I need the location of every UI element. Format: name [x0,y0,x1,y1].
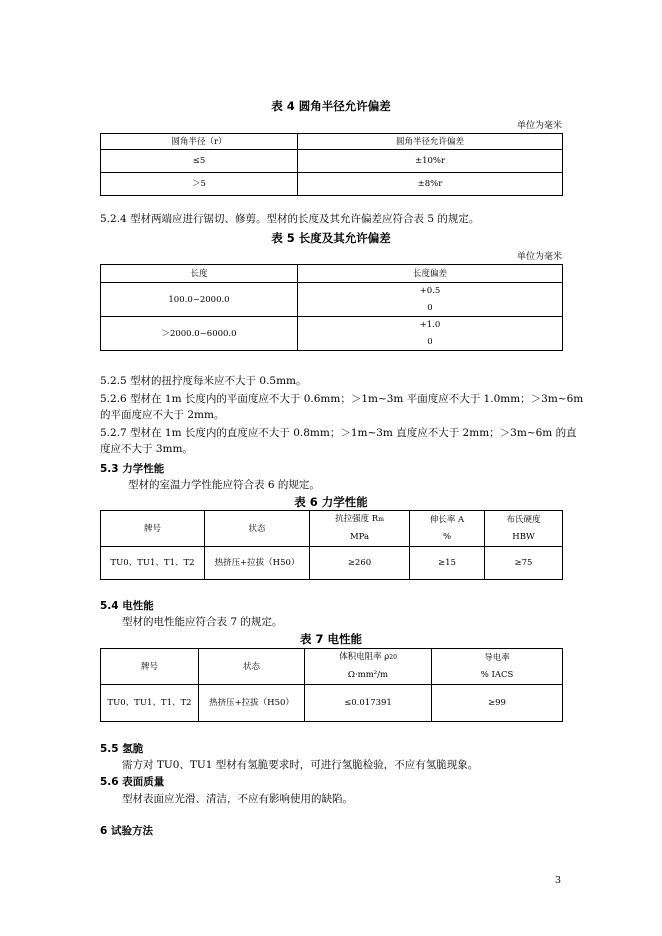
header-cell-conductivity: 导电率 [432,649,563,667]
table-cell: ±10%r [298,150,563,173]
table-header-row [101,649,563,667]
table-cell: ＞5 [101,173,298,196]
heading-5-5: 5.5 氢脆 [100,743,144,755]
header-cell-conductivity-unit: % IACS [432,667,563,685]
table-cell: 热挤压+拉拔（H50） [205,547,310,580]
table-cell: ≤5 [101,150,298,173]
table4-unit: 单位为毫米 [516,121,562,131]
para-5-6: 型材表面应光滑、清洁，不应有影响使用的缺陷。 [122,793,353,805]
header-cell-elongation: 伸长率 A [410,511,485,529]
table6 [100,510,563,580]
table-cell: 100.0~2000.0 [101,283,298,317]
table-cell: 0 [298,334,563,351]
resistivity-subscript: 20 [389,654,397,662]
header-cell-grade: 牌号 [101,511,205,547]
table4 [100,133,563,196]
header-cell-resistivity [305,649,432,667]
header-cell-state: 状态 [205,511,310,547]
table7 [100,648,563,722]
header-cell-hardness: 布氏硬度 [485,511,563,529]
table-row [101,173,563,196]
table-row [101,150,563,173]
table-cell: ±8%r [298,173,563,196]
header-cell: 长度 [101,265,298,283]
header-cell-elongation-unit: % [410,529,485,547]
table-cell: 热挤压+拉拔（H50） [199,685,305,722]
table-cell: TU0、TU1、T1、T2 [101,685,199,722]
table5-caption: 表 5 长度及其允许偏差 [271,231,391,245]
para-5-5: 需方对 TU0、TU1 型材有氢脆要求时，可进行氢脆检验，不应有氢脆现象。 [122,759,479,771]
para-5-2-6-line2: 的平面度应不大于 2mm。 [100,409,225,421]
para-5-2-4: 5.2.4 型材两端应进行锯切、修剪。型材的长度及其允许偏差应符合表 5 的规定。 [100,213,480,225]
table-cell: 0 [298,300,563,317]
heading-5-6: 5.6 表面质量 [100,776,165,788]
tensile-subscript: m [378,516,384,524]
table-row [101,685,563,722]
table-cell: +1.0 [298,317,563,334]
para-5-2-7-line2: 度应不大于 3mm。 [100,443,193,455]
table-header-row [101,134,563,150]
table-header-row [101,265,563,283]
header-cell-resistivity-unit: Ω·mm²/m [305,667,432,685]
header-cell-hardness-unit: HBW [485,529,563,547]
header-cell-tensile-unit: MPa [310,529,410,547]
para-5-2-6-line1: 5.2.6 型材在 1m 长度内的平面度应不大于 0.6mm；＞1m~3m 平面度应不大于 1.0mm；＞3m~6m [100,393,584,405]
table6-caption: 表 6 力学性能 [294,495,368,509]
header-cell: 长度偏差 [298,265,563,283]
table-cell: ≥75 [485,547,563,580]
table-cell: ≤0.017391 [305,685,432,722]
table-cell: ≥99 [432,685,563,722]
heading-6: 6 试验方法 [100,825,153,837]
para-5-4: 型材的电性能应符合表 7 的规定。 [122,616,283,628]
heading-5-4: 5.4 电性能 [100,600,154,612]
table-cell: ＞2000.0~6000.0 [101,317,298,351]
table-row [101,283,563,300]
table4-caption: 表 4 圆角半径允许偏差 [271,99,391,113]
resistivity-label: 体积电阻率 ρ [339,652,390,663]
heading-5-3: 5.3 力学性能 [100,463,165,475]
table-cell: +0.5 [298,283,563,300]
header-cell: 圆角半径（r） [101,134,298,150]
table7-caption: 表 7 电性能 [299,632,362,646]
table-header-row [101,511,563,529]
table-cell: ≥15 [410,547,485,580]
table5 [100,264,563,351]
header-cell: 圆角半径允许偏差 [298,134,563,150]
table5-unit: 单位为毫米 [516,252,562,262]
para-5-3: 型材的室温力学性能应符合表 6 的规定。 [128,479,320,491]
header-cell-grade: 牌号 [101,649,199,685]
para-5-2-7-line1: 5.2.7 型材在 1m 长度内的直度应不大于 0.8mm；＞1m~3m 直度应不大于 2mm；＞3m~6m 的直 [100,427,577,439]
header-cell-state: 状态 [199,649,305,685]
table-row [101,547,563,580]
para-5-2-5: 5.2.5 型材的扭拧度每米应不大于 0.5mm。 [100,375,307,387]
table-row [101,317,563,334]
table-cell: ≥260 [310,547,410,580]
table-cell: TU0、TU1、T1、T2 [101,547,205,580]
page-number: 3 [555,875,562,886]
tensile-label: 抗拉强度 R [335,514,379,525]
header-cell-tensile [310,511,410,529]
